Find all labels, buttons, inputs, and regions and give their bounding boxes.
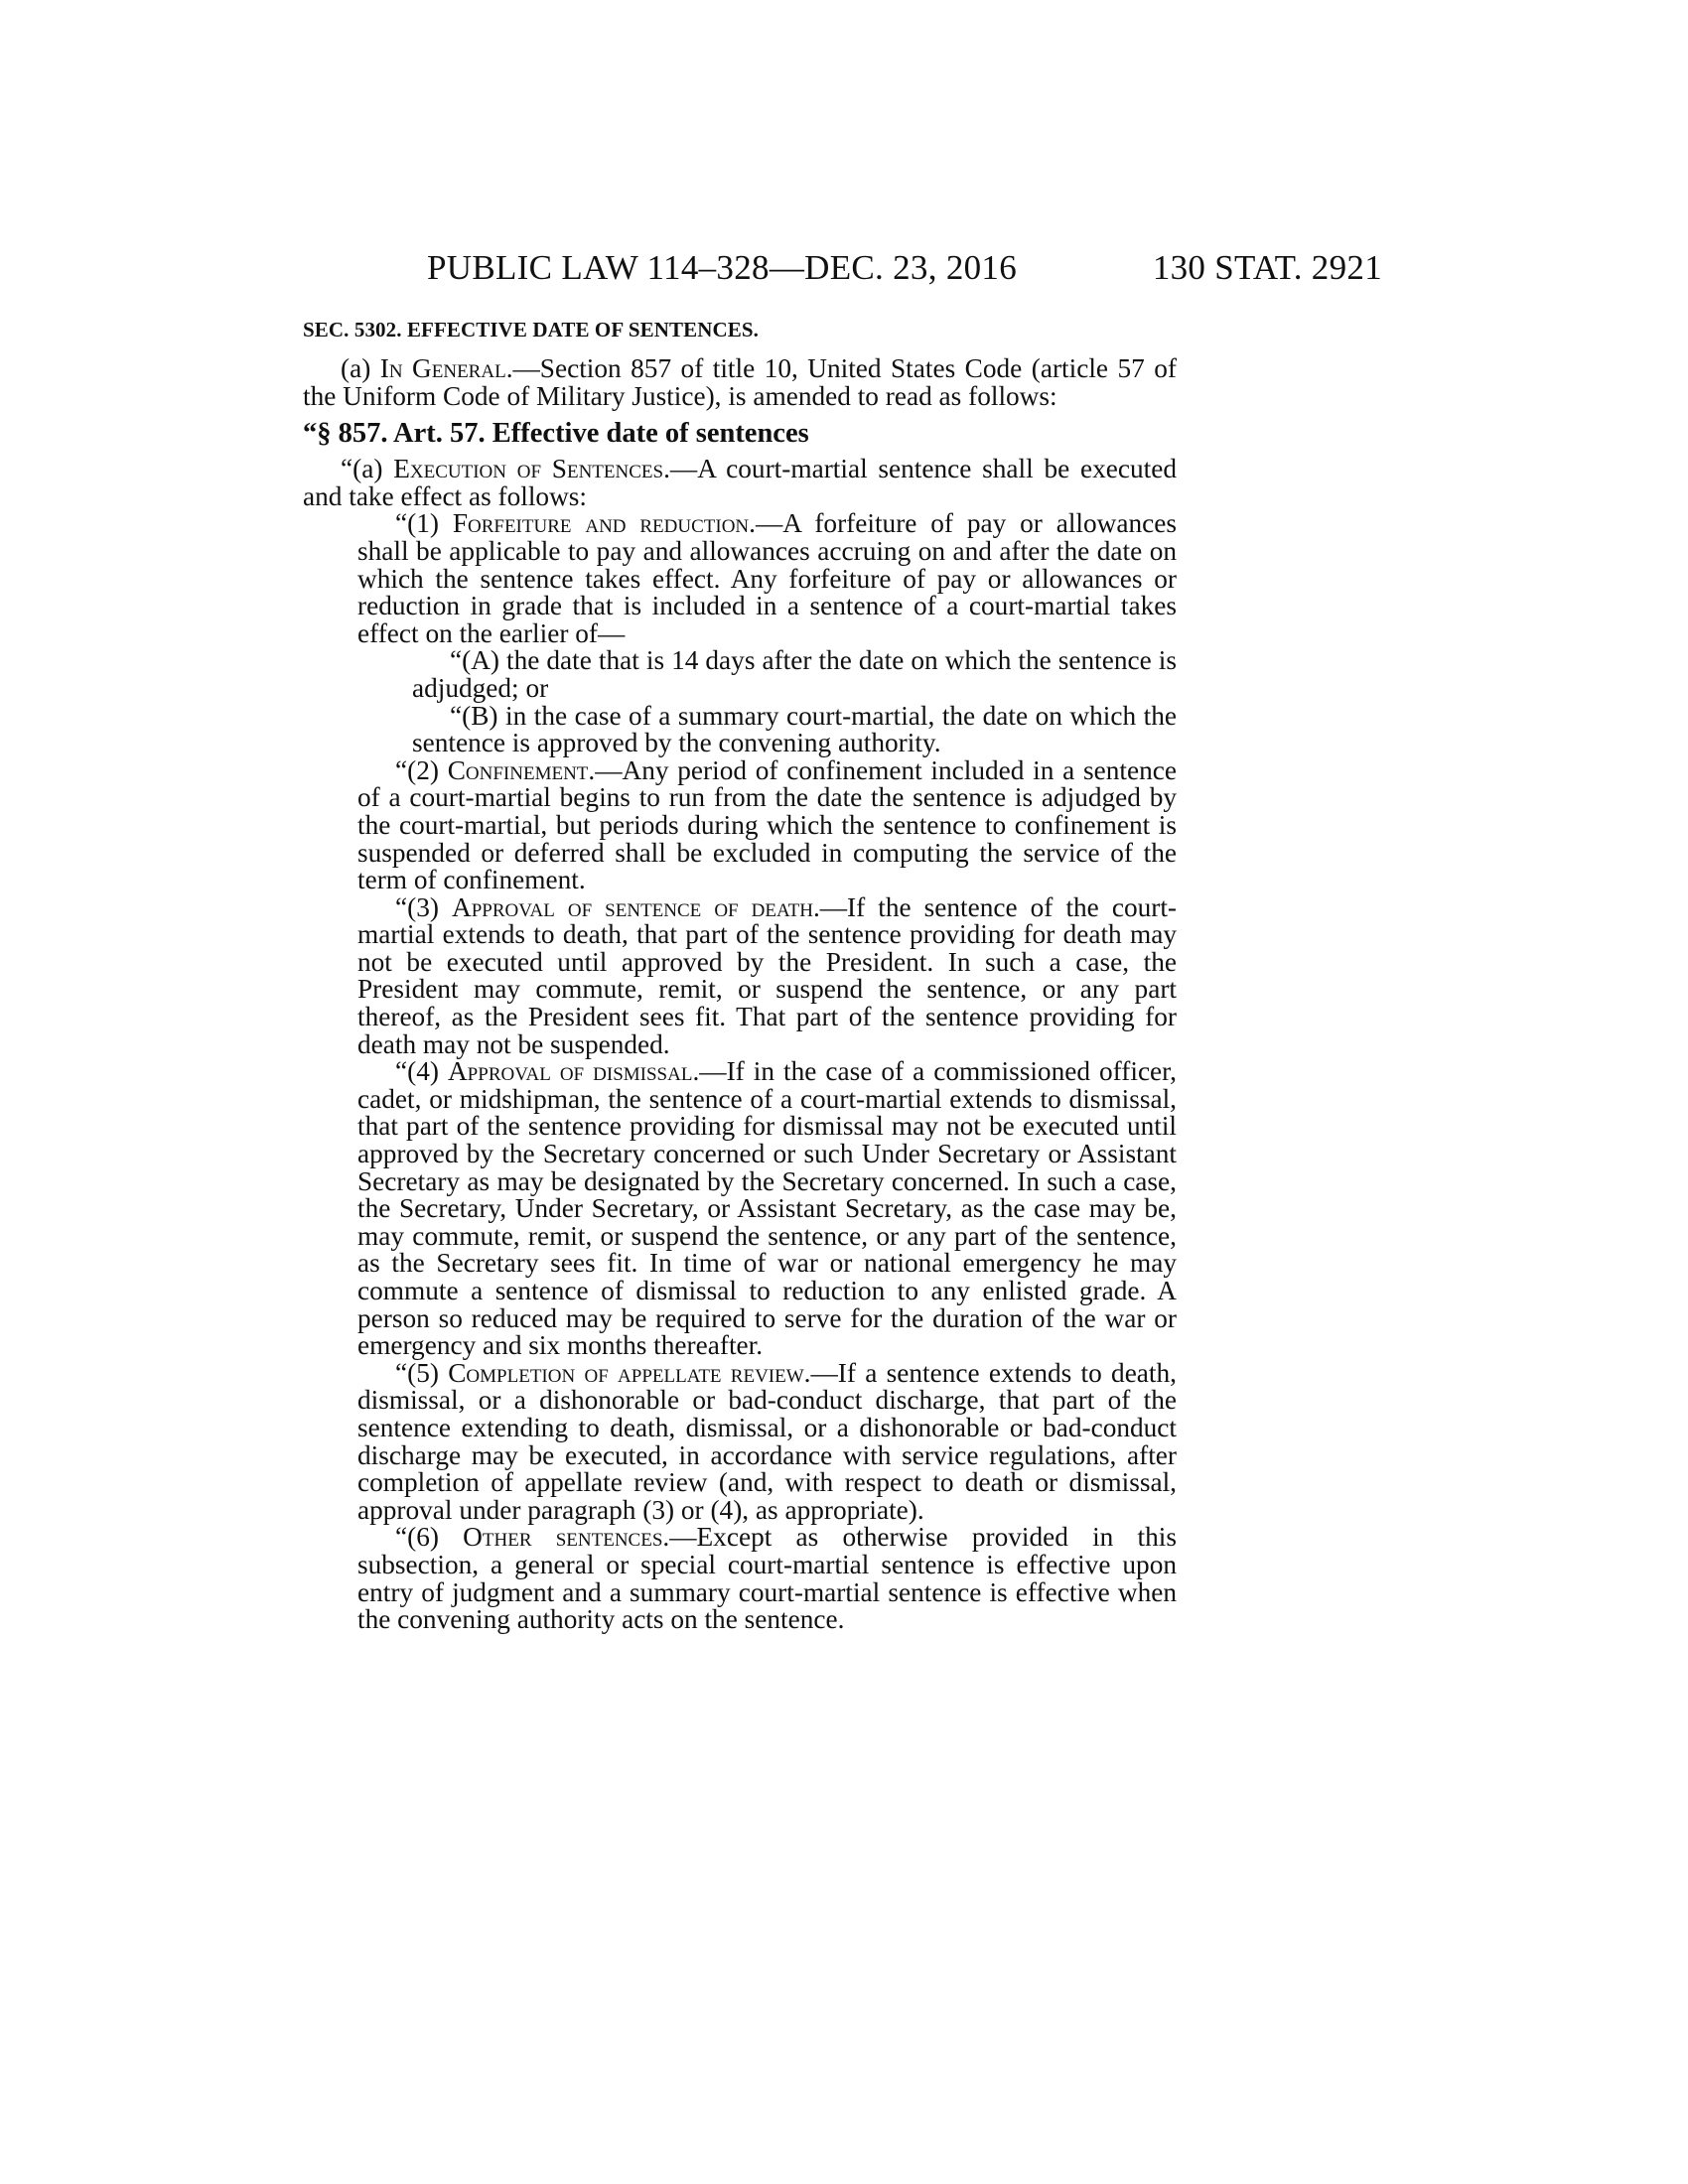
- subparagraph-b: “(B) in the case of a summary court-martial, the date on which the sentence is approved by the convening authority.: [412, 700, 1177, 758]
- document-body: [303, 316, 1177, 1634]
- caption: Confinement: [447, 754, 589, 785]
- caption: Approval of sentence of death: [451, 891, 813, 922]
- paragraph-5-appellate-review: “(5) Completion of appellate review.—If a sentence extends to death, dismissal, or a dishonorable or bad-conduct discharge, that part of the sentence extending to death, dismissal, or a dishonorable or bad-conduct discharge may be executed, in accordance with service regulations, after completion of appellate review (and, with respect to death or dismissal, approval under paragraph (3) or (4), as appropriate).: [357, 1357, 1177, 1525]
- caption: Forfeiture and reduction: [452, 508, 750, 539]
- paragraph-2-confinement: “(2) Confinement.—Any period of confinement included in a sentence of a court-martial begins to run from the date the sentence is adjudged by the court-martial, but periods during which the sentence to confinement is suspended or deferred shall be excluded in computing the service of the term of confinement.: [357, 754, 1177, 895]
- caption: Execution of Sentences: [393, 454, 664, 484]
- subsection-a-execution-of-sentences: “(a) Execution of Sentences.—A court-martial sentence shall be executed and take effect as follows:: [303, 454, 1177, 511]
- section-heading: SEC. 5302. EFFECTIVE DATE OF SENTENCES.: [303, 318, 759, 341]
- caption: Completion of appellate review: [448, 1357, 804, 1388]
- article-heading: “§ 857. Art. 57. Effective date of sentences: [303, 418, 809, 450]
- caption: Approval of dismissal: [447, 1056, 693, 1087]
- caption: In General: [379, 353, 506, 383]
- statute-page-number: 130 STAT. 2921: [1152, 248, 1382, 287]
- paragraph-6-other-sentences: “(6) Other sentences.—Except as otherwise provided in this subsection, a general or special court-martial sentence is effective upon entry of judgment and a summary court-martial sentence is effective when the convening authority acts on the sentence.: [357, 1522, 1177, 1635]
- subsection-a-in-general: (a) In General.—Section 857 of title 10, United States Code (article 57 of the Uniform Code of Military Justice), is amended to read as follows:: [303, 353, 1177, 411]
- running-header: [427, 246, 1382, 290]
- subparagraph-a: “(A) the date that is 14 days after the date on which the sentence is adjudged; or: [412, 645, 1177, 703]
- paragraph-3-death-sentence: “(3) Approval of sentence of death.—If the sentence of the court-martial extends to death, that part of the sentence providing for death may not be executed until approved by the President. In such a case, the President may commute, remit, or suspend the sentence, or any part thereof, as the President sees fit. That part of the sentence providing for death may not be suspended.: [357, 891, 1177, 1059]
- caption: Other sentences: [463, 1522, 663, 1553]
- paragraph-4-dismissal: “(4) Approval of dismissal.—If in the case of a commissioned officer, cadet, or midshipman, the sentence of a court-martial extends to dismissal, that part of the sentence providing for dismissal may not be executed until approved by the Secretary concerned or such Under Secretary or Assistant Secretary as may be designated by the Secretary concerned. In such a case, the Secretary, Under Secretary, or Assistant Secretary, as the case may be, may commute, remit, or suspend the sentence, or any part of the sentence, as the Secretary sees fit. In time of war or national emergency he may commute a sentence of dismissal to reduction to any enlisted grade. A person so reduced may be required to serve for the duration of the war or emergency and six months thereafter.: [357, 1056, 1177, 1361]
- public-law-title: PUBLIC LAW 114–328—DEC. 23, 2016: [427, 248, 1018, 287]
- paragraph-1-forfeiture: “(1) Forfeiture and reduction.—A forfeiture of pay or allowances shall be applicable to pay and allowances accruing on and after the date on which the sentence takes effect. Any forfeiture of pay or allowances or reduction in grade that is included in a sentence of a court-martial takes effect on the earlier of—: [357, 508, 1177, 648]
